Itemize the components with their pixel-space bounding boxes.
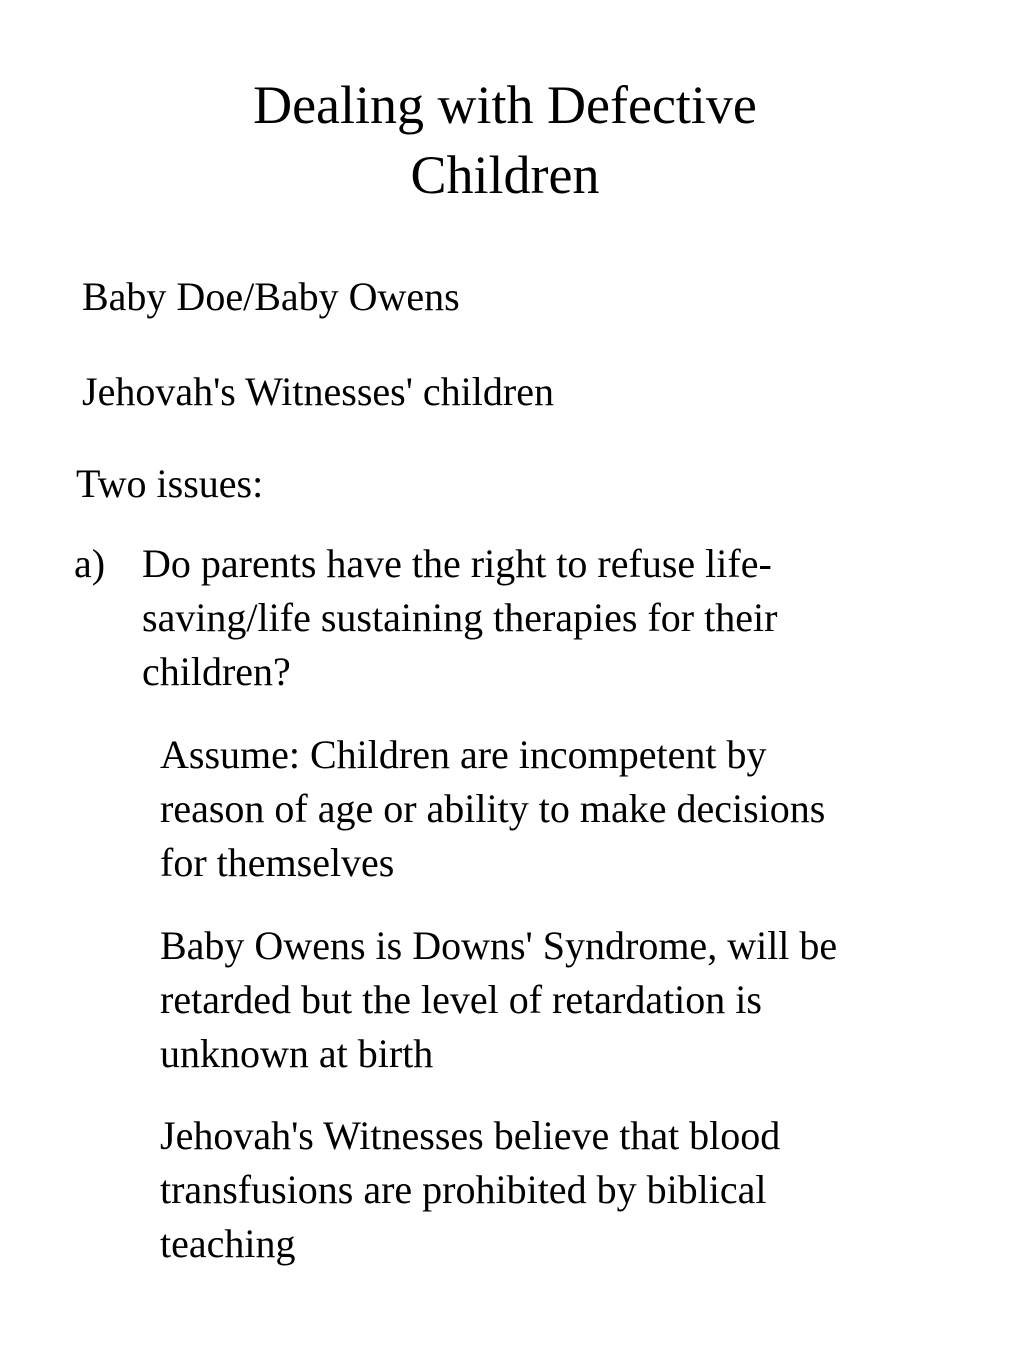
assume-paragraph	[160, 728, 825, 890]
assume-line-3: for themselves	[160, 840, 395, 885]
item-a-line-1: Do parents have the right to refuse life-	[142, 541, 772, 586]
list-item-a-text	[142, 537, 902, 699]
item-a-line-2: saving/life sustaining therapies for their	[142, 595, 778, 640]
jw-belief-paragraph	[160, 1109, 780, 1271]
assume-line-2: reason of age or ability to make decisions	[160, 786, 826, 831]
item-a-line-3: children?	[142, 649, 291, 694]
owens-line-3: unknown at birth	[160, 1031, 434, 1076]
slide-title	[0, 70, 1010, 210]
assume-line-1: Assume: Children are incompetent by	[160, 732, 767, 777]
list-marker-a: a)	[74, 541, 106, 586]
title-line-1: Dealing with Defective	[253, 75, 757, 135]
owens-paragraph	[160, 919, 837, 1081]
title-line-2: Children	[410, 145, 600, 205]
jw-belief-line-3: teaching	[160, 1221, 296, 1266]
jw-belief-line-2: transfusions are prohibited by biblical	[160, 1167, 767, 1212]
jw-belief-line-1: Jehovah's Witnesses believe that blood	[160, 1113, 781, 1158]
owens-line-2: retarded but the level of retardation is	[160, 977, 762, 1022]
two-issues-heading: Two issues:	[76, 461, 264, 506]
owens-line-1: Baby Owens is Downs' Syndrome, will be	[160, 923, 838, 968]
baby-doe-line: Baby Doe/Baby Owens	[82, 274, 460, 319]
jw-children-line: Jehovah's Witnesses' children	[82, 369, 554, 414]
